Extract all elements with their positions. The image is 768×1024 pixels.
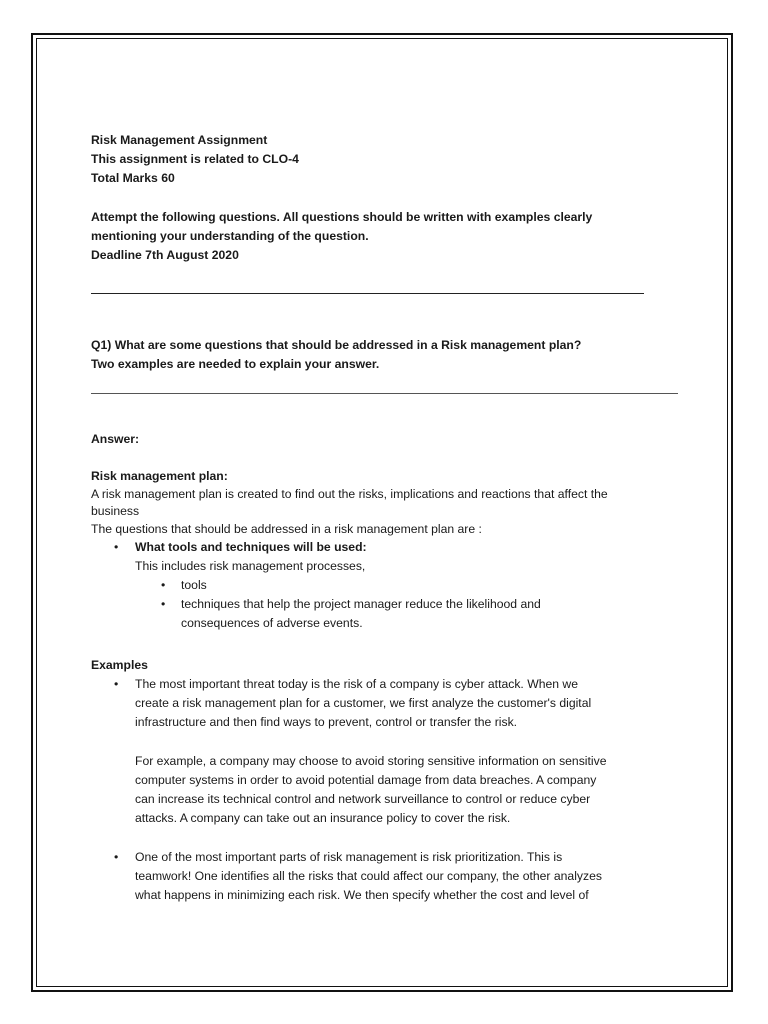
example-1-para2-line: attacks. A company can take out an insurance policy to cover the risk. bbox=[135, 811, 511, 825]
example-1-line: create a risk management plan for a customer, we first analyze the customer's digital bbox=[135, 696, 592, 710]
bullet-text: This includes risk management processes, bbox=[135, 559, 366, 573]
plan-definition-1: A risk management plan is created to find out the risks, implications and reactions that affect the bbox=[91, 487, 608, 501]
sub-item-text: consequences of adverse events. bbox=[181, 616, 363, 630]
example-2-line: teamwork! One identifies all the risks that could affect our company, the other analyzes bbox=[135, 869, 602, 883]
bullet-icon: • bbox=[114, 850, 119, 864]
example-2-line: One of the most important parts of risk management is risk prioritization. This is bbox=[135, 850, 563, 864]
example-2-line: what happens in minimizing each risk. We then specify whether the cost and level of bbox=[135, 888, 589, 902]
sub-item-text: techniques that help the project manager reduce the likelihood and bbox=[181, 597, 541, 611]
sub-list-item bbox=[91, 595, 711, 614]
sub-item-text: tools bbox=[181, 578, 207, 592]
bullet-icon: • bbox=[161, 597, 166, 611]
questions-intro: The questions that should be addressed in a risk management plan are : bbox=[91, 522, 482, 536]
instructions-line-2: mentioning your understanding of the question. bbox=[91, 229, 369, 243]
clo-line: This assignment is related to CLO-4 bbox=[91, 152, 299, 166]
examples-block bbox=[91, 656, 711, 905]
bullet-icon: • bbox=[114, 677, 119, 691]
example-1-line: infrastructure and then find ways to prevent, control or transfer the risk. bbox=[135, 715, 518, 729]
bullet-heading: What tools and techniques will be used: bbox=[135, 540, 367, 554]
deadline: Deadline 7th August 2020 bbox=[91, 248, 239, 262]
divider-short bbox=[91, 293, 644, 294]
total-marks: Total Marks 60 bbox=[91, 171, 175, 185]
divider-long bbox=[91, 393, 678, 394]
question-line-1: Q1) What are some questions that should be addressed in a Risk management plan? bbox=[91, 338, 582, 352]
plan-definition-2: business bbox=[91, 504, 140, 518]
plan-heading: Risk management plan: bbox=[91, 469, 228, 483]
example-1-line: The most important threat today is the risk of a company is cyber attack. When we bbox=[135, 677, 578, 691]
list-item-example-2 bbox=[91, 848, 711, 905]
example-1-para2-line: For example, a company may choose to avoid storing sensitive information on sensitive bbox=[135, 754, 607, 768]
instructions-line-1: Attempt the following questions. All questions should be written with examples clearly bbox=[91, 210, 593, 224]
sub-list-item bbox=[91, 576, 711, 595]
answer-block bbox=[91, 430, 711, 633]
question-block bbox=[91, 336, 711, 374]
examples-heading: Examples bbox=[91, 658, 148, 672]
answer-label: Answer: bbox=[91, 432, 140, 446]
list-item-example-1 bbox=[91, 675, 711, 732]
bullet-icon: • bbox=[161, 578, 166, 592]
assignment-header bbox=[91, 131, 691, 265]
sub-item-continuation bbox=[91, 614, 711, 633]
example-1-para2-line: can increase its technical control and network surveillance to control or reduce cyber bbox=[135, 792, 591, 806]
example-1-para2-line: computer systems in order to avoid potential damage from data breaches. A company bbox=[135, 773, 597, 787]
assignment-title: Risk Management Assignment bbox=[91, 133, 268, 147]
list-item-tools-techniques bbox=[91, 538, 711, 557]
example-1-paragraph-2 bbox=[91, 752, 711, 828]
bullet-icon: • bbox=[114, 540, 119, 554]
question-line-2: Two examples are needed to explain your answer. bbox=[91, 357, 380, 371]
